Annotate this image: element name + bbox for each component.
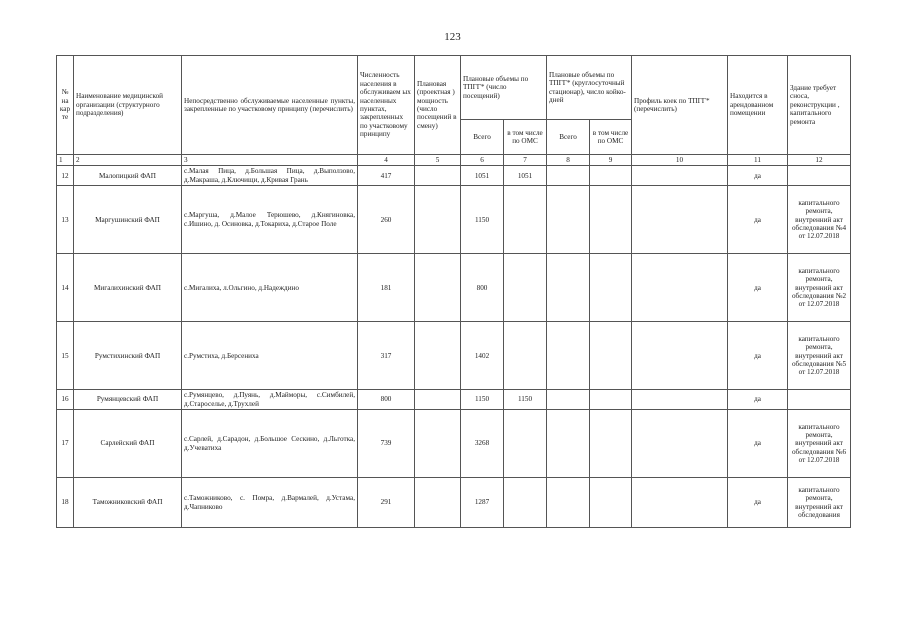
header-row bbox=[57, 56, 851, 120]
population: 800 bbox=[358, 390, 415, 410]
org-name: Таможниковский ФАП bbox=[74, 478, 182, 528]
visits-oms bbox=[504, 186, 547, 254]
header-repair: Здание требует сноса, реконструкции , капитального ремонта bbox=[788, 56, 851, 155]
visits-oms bbox=[504, 254, 547, 322]
header-org-name: Наименование медицинской организации (структурного подразделения) bbox=[74, 56, 182, 155]
column-number: 8 bbox=[547, 155, 590, 166]
rented: да bbox=[728, 478, 788, 528]
bed-profile bbox=[632, 254, 728, 322]
rented: да bbox=[728, 322, 788, 390]
beds-oms bbox=[590, 478, 632, 528]
settlements: с.Таможниково, с. Помра, д.Вармалей, д.Устама, д.Чапниково bbox=[182, 478, 358, 528]
bed-profile bbox=[632, 478, 728, 528]
column-number: 11 bbox=[728, 155, 788, 166]
rented: да bbox=[728, 410, 788, 478]
population: 417 bbox=[358, 166, 415, 186]
visits-total: 800 bbox=[461, 254, 504, 322]
subheader-visits-total: Всего bbox=[461, 120, 504, 155]
settlements: с.Сарлей, д.Сарадон, д.Большое Сескино, д.Льготка, д.Учеватиха bbox=[182, 410, 358, 478]
beds-total bbox=[547, 254, 590, 322]
column-number: 5 bbox=[415, 155, 461, 166]
org-name: Румянцевский ФАП bbox=[74, 390, 182, 410]
table-row bbox=[57, 410, 851, 478]
row-number: 15 bbox=[57, 322, 74, 390]
visits-oms bbox=[504, 410, 547, 478]
header-settlements: Непосредственно обслуживаемые населенные пункты, закрепленные по участковому принципу (перечислить) bbox=[182, 56, 358, 155]
settlements: с.Мигалиха, л.Ольгино, д.Надеждино bbox=[182, 254, 358, 322]
column-number: 1 bbox=[57, 155, 74, 166]
beds-oms bbox=[590, 186, 632, 254]
beds-total bbox=[547, 478, 590, 528]
table-row bbox=[57, 478, 851, 528]
capacity bbox=[415, 254, 461, 322]
bed-profile bbox=[632, 166, 728, 186]
header-beds: Плановые объемы по ТПГГ* (круглосуточный стационар), число койко-дней bbox=[547, 56, 632, 120]
population: 291 bbox=[358, 478, 415, 528]
capacity bbox=[415, 322, 461, 390]
column-number: 6 bbox=[461, 155, 504, 166]
settlements: с.Малая Пица, д.Большая Пица, д.Выползово, д.Макраша, д.Ключищи, д.Кривая Грань bbox=[182, 166, 358, 186]
visits-total: 1150 bbox=[461, 186, 504, 254]
header-bed-profile: Профиль коек по ТПГГ* (перечислить) bbox=[632, 56, 728, 155]
beds-oms bbox=[590, 390, 632, 410]
capacity bbox=[415, 166, 461, 186]
settlements: с.Румянцево, д.Пуянь, д.Майморы, с.Симбилей, д.Староселье, д.Трухлей bbox=[182, 390, 358, 410]
row-number: 13 bbox=[57, 186, 74, 254]
org-name: Малопицкий ФАП bbox=[74, 166, 182, 186]
population: 317 bbox=[358, 322, 415, 390]
rented: да bbox=[728, 166, 788, 186]
beds-total bbox=[547, 322, 590, 390]
column-number: 2 bbox=[74, 155, 182, 166]
row-number: 17 bbox=[57, 410, 74, 478]
org-name: Румстихинский ФАП bbox=[74, 322, 182, 390]
header-rented: Находится в арендованном помещении bbox=[728, 56, 788, 155]
rented: да bbox=[728, 254, 788, 322]
visits-oms bbox=[504, 322, 547, 390]
column-number: 4 bbox=[358, 155, 415, 166]
page-number: 123 bbox=[444, 31, 461, 43]
beds-oms bbox=[590, 254, 632, 322]
visits-total: 3268 bbox=[461, 410, 504, 478]
visits-total: 1051 bbox=[461, 166, 504, 186]
bed-profile bbox=[632, 390, 728, 410]
repair-note bbox=[788, 390, 851, 410]
header-population: Численность населения в обслуживаем ых населенных пунктах, закрепленных по участковому принципу bbox=[358, 56, 415, 155]
beds-oms bbox=[590, 410, 632, 478]
visits-oms: 1051 bbox=[504, 166, 547, 186]
bed-profile bbox=[632, 322, 728, 390]
table-row bbox=[57, 390, 851, 410]
org-name: Мигалихинский ФАП bbox=[74, 254, 182, 322]
row-number: 12 bbox=[57, 166, 74, 186]
table-row bbox=[57, 186, 851, 254]
column-number: 9 bbox=[590, 155, 632, 166]
row-number: 14 bbox=[57, 254, 74, 322]
beds-total bbox=[547, 410, 590, 478]
column-number: 12 bbox=[788, 155, 851, 166]
beds-total bbox=[547, 166, 590, 186]
column-number: 10 bbox=[632, 155, 728, 166]
beds-total bbox=[547, 390, 590, 410]
column-number: 7 bbox=[504, 155, 547, 166]
org-name: Сарлейский ФАП bbox=[74, 410, 182, 478]
bed-profile bbox=[632, 410, 728, 478]
population: 260 bbox=[358, 186, 415, 254]
repair-note: капитального ремонта, внутренний акт обследования №2 от 12.07.2018 bbox=[788, 254, 851, 322]
population: 181 bbox=[358, 254, 415, 322]
table-row bbox=[57, 254, 851, 322]
repair-note: капитального ремонта, внутренний акт обследования bbox=[788, 478, 851, 528]
bed-profile bbox=[632, 186, 728, 254]
repair-note: капитального ремонта, внутренний акт обследования №5 от 12.07.2018 bbox=[788, 322, 851, 390]
column-number: 3 bbox=[182, 155, 358, 166]
visits-oms: 1150 bbox=[504, 390, 547, 410]
header-capacity: Плановая (проектная ) мощность (число посещений в смену) bbox=[415, 56, 461, 155]
visits-total: 1287 bbox=[461, 478, 504, 528]
subheader-beds-total: Всего bbox=[547, 120, 590, 155]
settlements: с.Маргуша, д.Малое Терюшево, д.Княгиновка, с.Ишино, д. Осиновка, д.Токариха, д.Старое Поле bbox=[182, 186, 358, 254]
population: 739 bbox=[358, 410, 415, 478]
repair-note bbox=[788, 166, 851, 186]
visits-total: 1150 bbox=[461, 390, 504, 410]
rented: да bbox=[728, 390, 788, 410]
repair-note: капитального ремонта, внутренний акт обследования №4 от 12.07.2018 bbox=[788, 186, 851, 254]
beds-oms bbox=[590, 322, 632, 390]
capacity bbox=[415, 478, 461, 528]
visits-oms bbox=[504, 478, 547, 528]
table-row bbox=[57, 322, 851, 390]
capacity bbox=[415, 410, 461, 478]
header-visits: Плановые объемы по ТПГГ* (число посещений) bbox=[461, 56, 547, 120]
capacity bbox=[415, 390, 461, 410]
facilities-table bbox=[56, 55, 851, 528]
subheader-visits-oms: в том числе по ОМС bbox=[504, 120, 547, 155]
column-numbers-row bbox=[57, 155, 851, 166]
rented: да bbox=[728, 186, 788, 254]
settlements: с.Румстиха, д.Берсениха bbox=[182, 322, 358, 390]
table-row bbox=[57, 166, 851, 186]
visits-total: 1402 bbox=[461, 322, 504, 390]
row-number: 18 bbox=[57, 478, 74, 528]
subheader-beds-oms: в том числе по ОМС bbox=[590, 120, 632, 155]
header-number: № на кар те bbox=[57, 56, 74, 155]
capacity bbox=[415, 186, 461, 254]
repair-note: капитального ремонта, внутренний акт обследования №6 от 12.07.2018 bbox=[788, 410, 851, 478]
org-name: Маргушинский ФАП bbox=[74, 186, 182, 254]
beds-oms bbox=[590, 166, 632, 186]
row-number: 16 bbox=[57, 390, 74, 410]
beds-total bbox=[547, 186, 590, 254]
